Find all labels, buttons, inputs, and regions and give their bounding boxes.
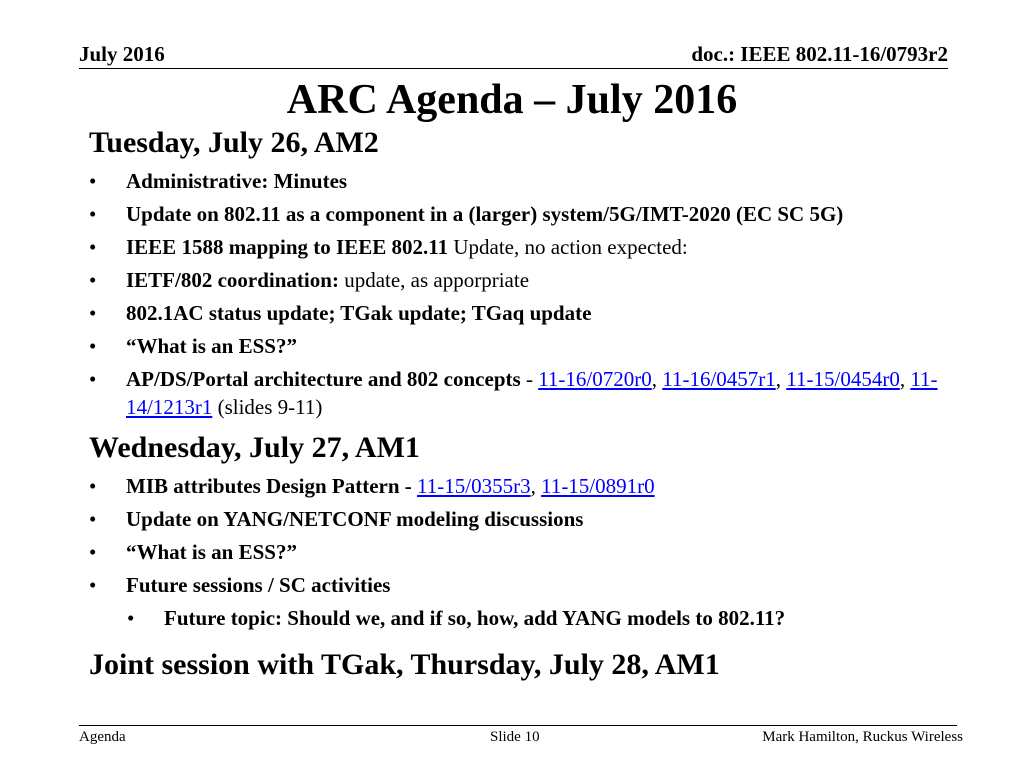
footer-label: Agenda: [79, 729, 126, 745]
item-bold-text: IEEE 1588 mapping to IEEE 802.11: [126, 235, 449, 259]
list-item: • Update on 802.11 as a component in a (larger) system/5G/IMT-2020 (EC SC 5G): [89, 200, 949, 228]
list-item: [89, 472, 949, 500]
comma: ,: [530, 474, 542, 498]
slide-title: ARC Agenda – July 2016: [286, 77, 738, 123]
list-item: • “What is an ESS?”: [89, 538, 949, 566]
list-item: • Update on YANG/NETCONF modeling discussions: [89, 505, 949, 533]
list-item: [89, 266, 949, 294]
footer-divider: [79, 725, 957, 726]
header-date: July 2016: [79, 42, 165, 66]
document-link[interactable]: 11-16/0457r1: [662, 367, 776, 391]
item-text: (slides 9-11): [212, 395, 323, 419]
document-link[interactable]: 11-15/0355r3: [417, 474, 531, 498]
section-thursday-heading: Joint session with TGak, Thursday, July 28, AM1: [89, 648, 720, 681]
item-bold-text: AP/DS/Portal architecture and 802 concepts: [126, 367, 521, 391]
document-link[interactable]: 11-15/0454r0: [786, 367, 900, 391]
slide-number: Slide 10: [490, 729, 540, 745]
comma: ,: [651, 367, 663, 391]
comma: ,: [775, 367, 787, 391]
list-item: • Future sessions / SC activities: [89, 571, 949, 599]
item-text: Update, no action expected:: [448, 235, 688, 259]
item-text: update, as apporpriate: [338, 268, 530, 292]
list-item: • “What is an ESS?”: [89, 332, 949, 360]
item-bold-text: IETF/802 coordination:: [126, 268, 339, 292]
list-item: [89, 365, 949, 421]
footer-author: Mark Hamilton, Ruckus Wireless: [762, 729, 963, 745]
list-item: • Administrative: Minutes: [89, 167, 949, 195]
slide-content: [89, 124, 949, 684]
item-bold-text: MIB attributes Design Pattern -: [126, 474, 412, 498]
document-link[interactable]: 11-14/1213r1: [126, 367, 938, 419]
document-link[interactable]: 11-16/0720r0: [538, 367, 652, 391]
comma: ,: [899, 367, 911, 391]
list-item: • 802.1AC status update; TGak update; TGaq update: [89, 299, 949, 327]
wednesday-agenda-list: [89, 472, 949, 632]
sub-list-item: • Future topic: Should we, and if so, how, add YANG models to 802.11?: [89, 604, 949, 632]
header-divider: [79, 68, 948, 69]
item-separator: -: [520, 367, 539, 391]
section-wednesday-heading: Wednesday, July 27, AM1: [89, 431, 420, 464]
document-link[interactable]: 11-15/0891r0: [541, 474, 655, 498]
header-doc-id: doc.: IEEE 802.11-16/0793r2: [691, 42, 948, 66]
section-tuesday-heading: Tuesday, July 26, AM2: [89, 126, 379, 159]
list-item: [89, 233, 949, 261]
tuesday-agenda-list: [89, 167, 949, 421]
